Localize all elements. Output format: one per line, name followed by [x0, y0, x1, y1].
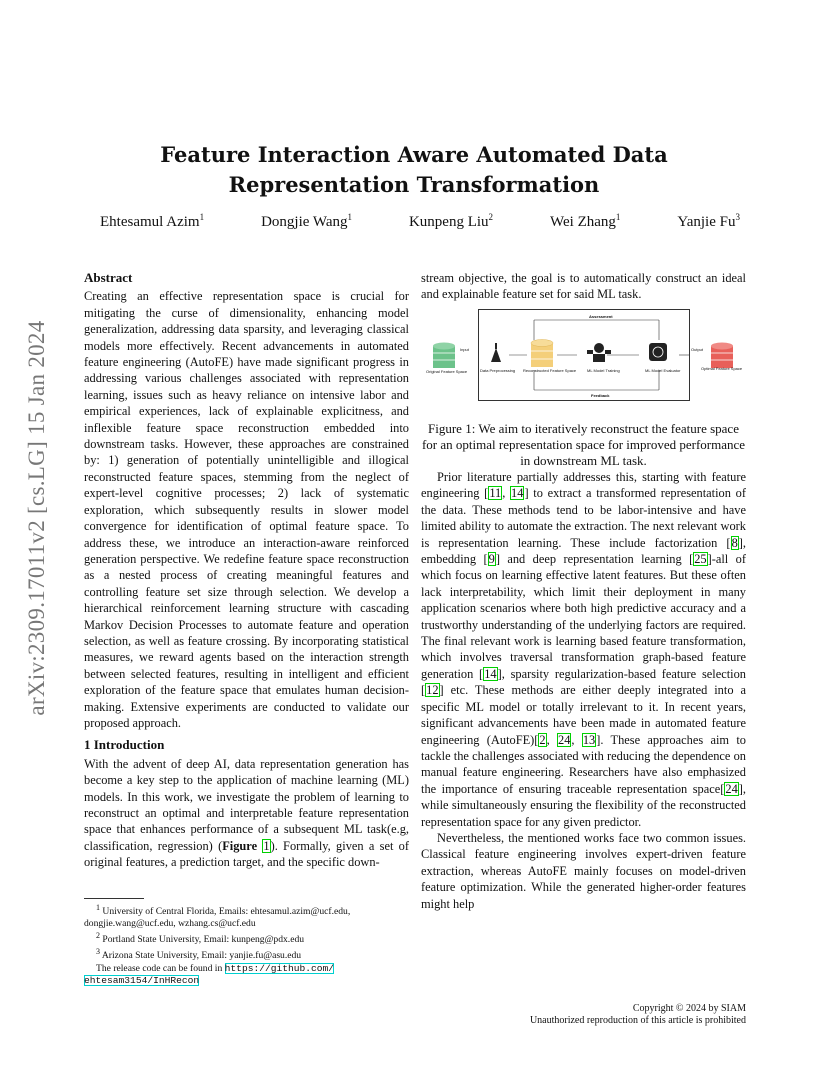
abstract-heading: Abstract	[84, 270, 133, 285]
paragraph: Nevertheless, the mentioned works face two common issues. Classical feature engineering involves expert-driven feature extraction, whereas AutoFE mainly focuses on model-driven feature optimization. While the generated higher-order features might help	[421, 830, 746, 911]
paragraph: Prior literature partially addresses this, starting with feature engineering [11, 14] to extract a transformed representation of the data. These methods tend to be labor-intensive and have limited ability to automate the extraction. The next relevant work is representation learning. These include factorization [8], embedding [9] and deep representation learning [25]-all of which focus on learning effective latent features. But these often lack interpretability, which limit their deployment in many application scenarios where both high predictive accuracy and a trustworthy understanding of the underlying factors are required. The final relevant work is learning based feature transformation, which involves traversal transformation graph-based feature generation [14], sparsity regularization-based feature selection [12] etc. These methods are either deeply integrated into a specific ML model or totally irrelevant to it. In recent years, significant advancements have been made in automated feature engineering (AutoFE)[2, 24, 13]. These approaches aim to tackle the challenges associated with reducing the dependence on manual feature engineering. Researchers have also emphasized the importance of ensuring traceable representation space[24], while simultaneously ensuring the flexibility of the reconstructed representation space for any given predictor.	[421, 470, 746, 829]
code-note: The release code can be found in https://github.com/ ehtesam3154/InHRecon	[84, 962, 335, 986]
right-column-body	[421, 421, 746, 912]
citation-link[interactable]: 24	[725, 781, 738, 796]
copyright-line: Unauthorized reproduction of this article is prohibited	[529, 1015, 746, 1026]
evaluator-icon	[649, 343, 667, 361]
figure-label: Original Feature Space	[426, 369, 468, 374]
paper-title: Feature Interaction Aware Automated Data Representation Transformation	[160, 142, 668, 197]
preprocessing-icon	[491, 348, 501, 362]
reconstructed-db-icon	[531, 340, 553, 368]
figure-label: Input	[460, 347, 469, 352]
figure-label: Output	[691, 347, 704, 352]
author: Yanjie Fu$^3$	[677, 212, 740, 230]
footnote: $^2$ Portland State University, Email: kunpeng@pdx.edu	[96, 931, 305, 946]
citation-link[interactable]: 9	[488, 552, 495, 567]
figure-label: Reconstructed Feature Space	[523, 368, 577, 373]
citation-link[interactable]: 8	[731, 535, 738, 550]
training-icon	[587, 343, 611, 362]
arxiv-stamp: arXiv:2309.17011v2 [cs.LG] 15 Jan 2024	[24, 320, 49, 716]
figure-label: ML Model Evaluator	[645, 368, 681, 373]
author-list	[100, 212, 740, 231]
right-column-top	[421, 270, 746, 303]
figure-pipeline	[478, 309, 690, 401]
citation-link[interactable]: 25	[694, 552, 707, 567]
intro-paragraph: With the advent of deep AI, data representation generation has become a key step to the application of machine learning (ML) models. In this work, we investigate the problem of learning to reconstruct an optimal and interpretable feature representation space that enhances performance of a subsequent ML task(e.g, classification, regression) (Figure 1). Formally, given a set of original features, a prediction target, and the specific down-	[84, 756, 409, 870]
footnote: $^3$ Arizona State University, Email: yanjie.fu@asu.edu	[96, 947, 302, 962]
citation-link[interactable]: 14	[484, 666, 497, 681]
figure-label: Assessment	[589, 314, 613, 319]
section-heading: 1 Introduction	[84, 737, 165, 753]
citation-link[interactable]: 2	[539, 732, 546, 747]
copyright	[530, 1003, 746, 1027]
abstract-text: Creating an effective representation space is crucial for mitigating the curse of dimensionality, enhancing model generalization, addressing data sparsity, and leveraging classical models more effectively. Recent advancements in automated feature engineering (AutoFE) have made significant progress in addressing various challenges associated with representation learning, issues such as heavy reliance on intensive labor and empirical experiences, lack of explainable explicitness, and inflexible feature space reconstruction embedded into downstream tasks. However, these approaches are constrained by: 1) generation of potentially unintelligible and illogical reconstructed feature spaces, stemming from the neglect of expert-level cognitive processes; 2) lack of systematic exploration, which subsequently results in slower model convergence for identification of optimal feature space. To address these, we introduce an interaction-aware reinforced generation perspective. We redefine feature space reconstruction as a nested process of creating meaningful features and controlling feature set size through selection. We develop a hierarchical reinforcement learning structure with cascading Markov Decision Processes to automate feature and operation selection, as well as feature crossing. By incorporating statistical measures, we reward agents based on the interaction strength between selected features, resulting in intelligent and efficient exploration of the feature space that emulates human decision-making. Extensive experiments are conducted to validate our proposed approach.	[84, 289, 409, 730]
author: Ehtesamul Azim$^1$	[100, 212, 205, 230]
code-link[interactable]: ehtesam3154/InHRecon	[84, 974, 200, 986]
figure-label: Optimal Feature Space	[701, 366, 743, 371]
citation-link[interactable]: 13	[582, 732, 596, 747]
author: Wei Zhang$^1$	[550, 212, 621, 230]
footnote: $^1$ University of Central Florida, Emails: ehtesamul.azim@ucf.edu, dongjie.wang@ucf.edu, wzhang.cs@ucf.edu	[84, 903, 351, 930]
author: Dongjie Wang$^1$	[261, 212, 352, 230]
footnote-rule	[84, 898, 144, 899]
figure-label: Data Preprocessing	[480, 368, 516, 373]
figure-label: ML Model Training	[587, 368, 620, 373]
left-column	[84, 270, 409, 871]
figure-caption: Figure 1: We aim to iteratively reconstruct the feature space for an optimal representation space for improved performance in downstream ML task.	[421, 421, 746, 468]
copyright-line: Copyright © 2024 by SIAM	[632, 1003, 746, 1014]
figure-ref-link[interactable]: 1	[263, 838, 270, 853]
footnotes	[84, 902, 409, 987]
figure-label: Feedback	[591, 393, 610, 398]
citation-link[interactable]: 14	[511, 486, 524, 501]
code-link[interactable]: https://github.com/	[224, 962, 335, 974]
paragraph: stream objective, the goal is to automatically construct an ideal and explainable feature set for said ML task.	[421, 271, 746, 302]
citation-link[interactable]: 24	[558, 732, 571, 747]
citation-link[interactable]: 12	[426, 683, 439, 698]
author: Kunpeng Liu$^2$	[408, 212, 494, 230]
pipeline-diagram	[479, 310, 689, 400]
citation-link[interactable]: 11	[489, 486, 502, 501]
